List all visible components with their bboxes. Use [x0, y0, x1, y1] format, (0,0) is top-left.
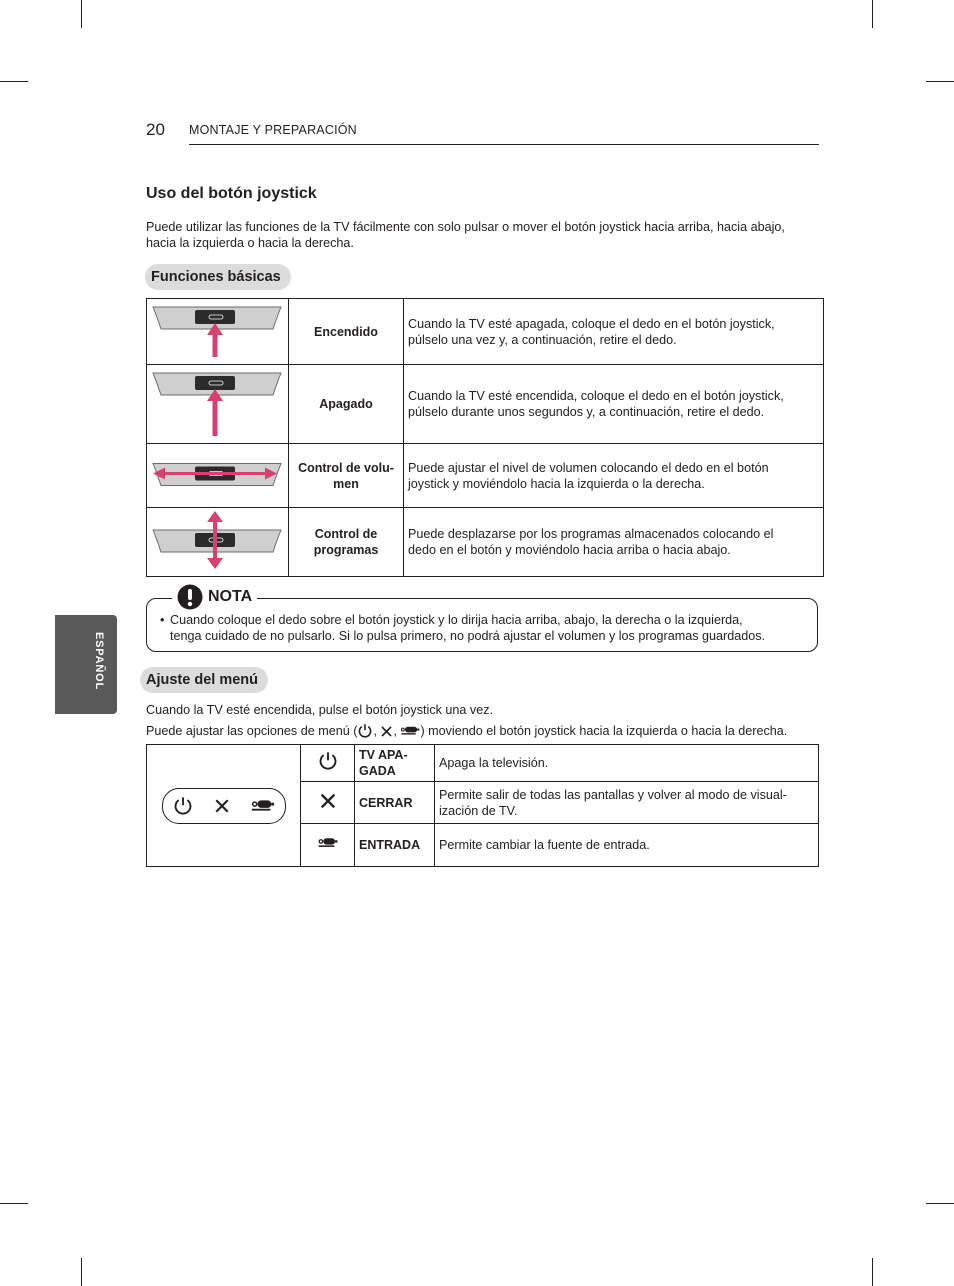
- power-icon: [357, 723, 373, 739]
- function-label: programas: [313, 543, 379, 557]
- illustration-cell: [147, 365, 289, 444]
- close-icon: [380, 725, 393, 738]
- illustration-cell: [147, 299, 289, 365]
- function-description: dedo en el botón y moviéndolo hacia arriba o hacia abajo.: [408, 543, 731, 557]
- function-description: Puede ajustar el nivel de volumen colocando el dedo en el botón: [408, 460, 769, 475]
- basic-function-row: [147, 299, 824, 365]
- function-description: Cuando la TV esté encendida, coloque el dedo en el botón joystick,: [408, 389, 784, 403]
- note-bullet: •: [160, 613, 165, 627]
- function-description-cell: [404, 508, 824, 577]
- warning-icon: [177, 584, 203, 610]
- basic-function-row: [147, 365, 824, 444]
- basic-functions-heading: Funciones básicas: [145, 264, 291, 290]
- menu-label: ENTRADA: [359, 838, 421, 852]
- menu-description: Permite salir de todas las pantallas y volver al modo de visual-: [439, 787, 787, 802]
- power-icon: [317, 750, 339, 772]
- menu-icon-cell: [301, 824, 355, 867]
- note-title: NOTA: [208, 588, 253, 605]
- menu-icon-cell: [301, 782, 355, 824]
- crop-mark: [872, 0, 873, 28]
- function-description: joystick y moviéndolo hacia la izquierda o la derecha.: [408, 476, 705, 491]
- function-description: Puede desplazarse por los programas almacenados colocando el: [408, 527, 774, 541]
- intro-paragraph: [146, 219, 785, 251]
- menu-label-cell: [355, 782, 435, 824]
- input-icon: [317, 832, 339, 854]
- menu-illustration-cell: [147, 745, 301, 867]
- basic-function-row: [147, 444, 824, 508]
- crop-mark: [0, 81, 28, 82]
- illustration-cell: [147, 444, 289, 508]
- menu-label: GADA: [359, 764, 396, 778]
- crop-mark: [872, 1258, 873, 1286]
- menu-label-cell: [355, 745, 435, 782]
- function-description: Cuando la TV esté apagada, coloque el dedo en el botón joystick,: [408, 316, 775, 331]
- basic-functions-table: [146, 298, 824, 577]
- function-label: Control de volu-: [298, 460, 394, 475]
- arrow-down-head: [207, 558, 223, 569]
- joystick-button: [195, 376, 235, 390]
- crop-mark: [926, 81, 954, 82]
- function-description: púlselo una vez y, a continuación, retire el dedo.: [408, 332, 677, 347]
- menu-description: ización de TV.: [439, 803, 518, 818]
- menu-options-separator: ,: [393, 724, 401, 738]
- power-icon: [172, 795, 194, 817]
- menu-description: Permite cambiar la fuente de entrada.: [439, 838, 650, 852]
- menu-options-line: [146, 723, 787, 739]
- page-heading: Uso del botón joystick: [146, 185, 317, 202]
- crop-mark: [81, 0, 82, 28]
- joystick-illustration: [147, 508, 287, 572]
- note-line: tenga cuidado de no pulsarlo. Si lo pulsa primero, no podrá ajustar el volumen y los programas guardados.: [170, 629, 766, 643]
- input-icon: [400, 724, 420, 738]
- language-tab: [55, 615, 117, 714]
- menu-options-separator: ,: [373, 724, 381, 738]
- menu-label-cell: [355, 824, 435, 867]
- function-label: Control de: [314, 527, 378, 541]
- menu-options-text: ) moviendo el botón joystick hacia la izquierda o hacia la derecha.: [420, 724, 788, 738]
- function-description-cell: [404, 444, 824, 508]
- section-title: MONTAJE Y PREPARACIÓN: [189, 123, 357, 137]
- function-label-cell: [289, 508, 404, 577]
- menu-label: CERRAR: [359, 795, 413, 810]
- joystick-illustration: [147, 299, 287, 360]
- menu-description: Apaga la televisión.: [439, 756, 549, 770]
- function-label-cell: [289, 365, 404, 444]
- note-line: Cuando coloque el dedo sobre el botón joystick y lo dirija hacia arriba, abajo, la derecha o la izquierda,: [170, 613, 743, 627]
- input-icon: [250, 793, 276, 819]
- crop-mark: [926, 1203, 954, 1204]
- function-label-cell: [289, 299, 404, 365]
- crop-mark: [0, 1203, 28, 1204]
- function-description: púlselo durante unos segundos y, a continuación, retire el dedo.: [408, 405, 765, 419]
- close-icon: [317, 790, 339, 812]
- header-rule: [189, 144, 819, 145]
- joystick-illustration: [147, 444, 287, 503]
- arrow-up-head: [207, 511, 223, 522]
- menu-bar-illustration: [162, 788, 286, 824]
- page-number: 20: [146, 120, 165, 139]
- menu-description-cell: [435, 824, 819, 867]
- joystick-button: [195, 310, 235, 324]
- language-tab-label: ESPAÑOL: [93, 632, 105, 690]
- intro-line: hacia la izquierda o hacia la derecha.: [146, 236, 354, 250]
- basic-function-row: [147, 508, 824, 577]
- menu-options-table: [146, 744, 819, 867]
- menu-settings-heading: Ajuste del menú: [140, 667, 268, 693]
- function-description-cell: [404, 365, 824, 444]
- intro-line: Puede utilizar las funciones de la TV fácilmente con solo pulsar o mover el botón joystick hacia arriba, hacia abajo,: [146, 220, 785, 234]
- menu-description-cell: [435, 745, 819, 782]
- note-header: [172, 583, 257, 611]
- menu-intro-line: Cuando la TV esté encendida, pulse el botón joystick una vez.: [146, 703, 494, 717]
- menu-label: TV APA-: [359, 748, 408, 762]
- menu-options-text: Puede ajustar las opciones de menú (: [146, 724, 358, 738]
- illustration-cell: [147, 508, 289, 577]
- function-description-cell: [404, 299, 824, 365]
- crop-mark: [81, 1258, 82, 1286]
- joystick-illustration: [147, 365, 287, 439]
- function-label: Apagado: [319, 397, 373, 411]
- menu-icon-cell: [301, 745, 355, 782]
- close-icon: [212, 796, 232, 816]
- menu-description-cell: [435, 782, 819, 824]
- function-label-cell: [289, 444, 404, 508]
- function-label: Encendido: [314, 324, 378, 339]
- note-text: [170, 612, 765, 644]
- function-label: men: [333, 476, 359, 491]
- menu-option-row: [147, 745, 819, 782]
